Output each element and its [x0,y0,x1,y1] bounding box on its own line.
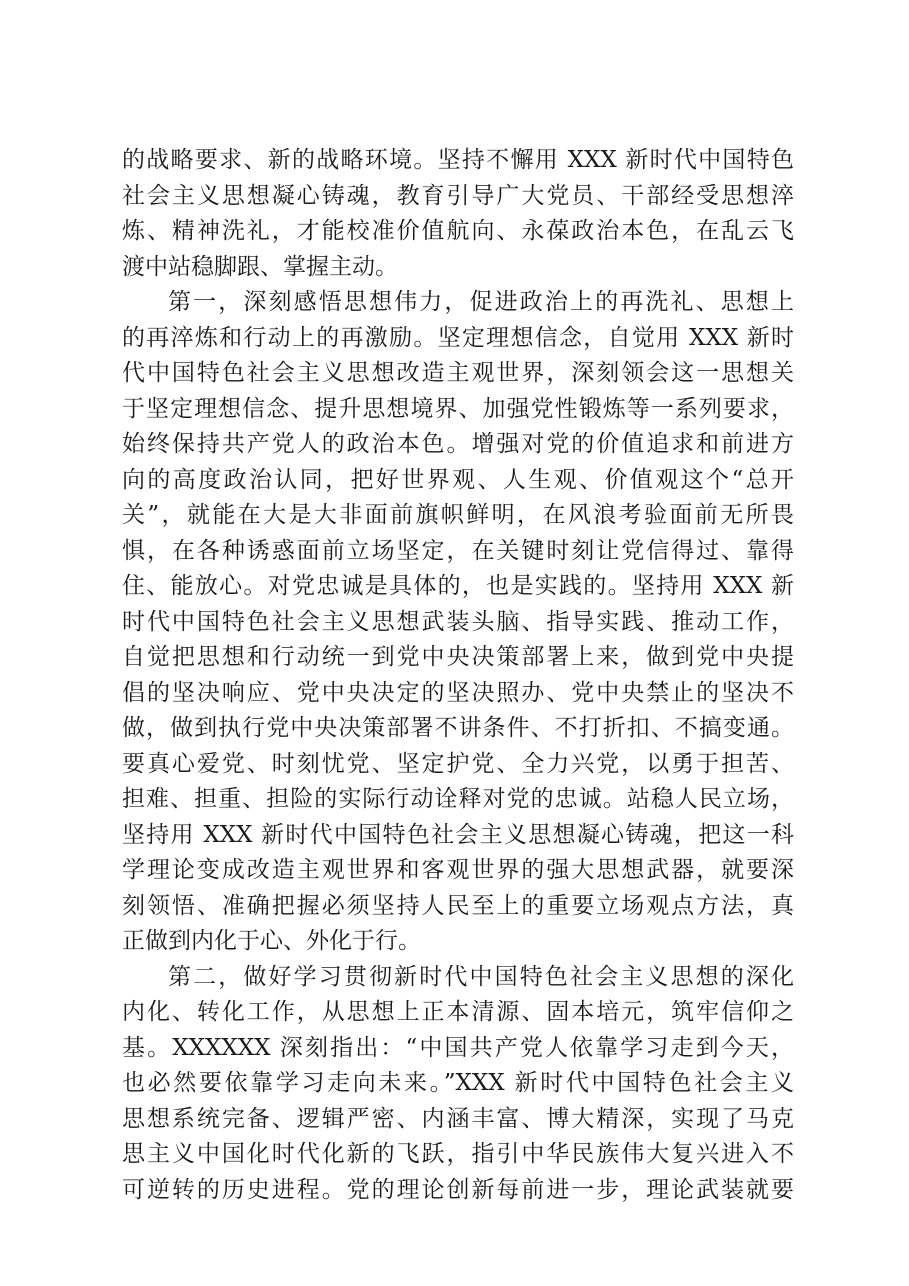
text-line: 社会主义思想凝心铸魂，教育引导广大党员、干部经受思想淬 [122,182,794,209]
text-line: 关”，就能在大是大非面前旗帜鲜明，在风浪考验面前无所畏 [122,502,794,528]
text-line: 基。XXXXXX 深刻指出：“中国共产党人依靠学习走到今天， [122,1034,794,1061]
text-line: 坚持用 XXX 新时代中国特色社会主义思想凝心铸魂，把这一科 [122,821,794,848]
text-line: 要真心爱党、时刻忧党、坚定护党、全力兴党，以勇于担苦、 [122,750,794,777]
paragraph-first-line: 第一，深刻感悟思想伟力，促进政治上的再洗礼、思想上 [168,289,794,315]
text-line: 代中国特色社会主义思想改造主观世界，深刻领会这一思想关 [122,360,794,386]
text-line: 刻领悟、准确把握必须坚持人民至上的重要立场观点方法，真 [122,892,794,919]
text-line: 住、能放心。对党忠诚是具体的，也是实践的。坚持用 XXX 新 [122,573,794,599]
text-line: 正做到内化于心、外化于行。 [122,928,421,954]
paragraph-first-line: 第二，做好学习贯彻新时代中国特色社会主义思想的深化 [168,963,794,990]
text-line: 学理论变成改造主观世界和客观世界的强大思想武器，就要深 [122,857,794,883]
text-line: 担难、担重、担险的实际行动诠释对党的忠诚。站稳人民立场， [122,786,794,812]
text-line: 时代中国特色社会主义思想武装头脑、指导实践、推动工作， [122,608,794,635]
text-line: 向的高度政治认同，把好世界观、人生观、价值观这个“总开 [122,466,794,493]
text-line: 炼、精神洗礼，才能校准价值航向、永葆政治本色，在乱云飞 [122,218,794,244]
text-line: 的战略要求、新的战略环境。坚持不懈用 XXX 新时代中国特色 [122,147,794,173]
text-line: 思想系统完备、逻辑严密、内涵丰富、博大精深，实现了马克 [122,1105,794,1132]
body-text [122,143,794,1208]
text-line: 的再淬炼和行动上的再激励。坚定理想信念，自觉用 XXX 新时 [122,324,794,351]
text-line: 倡的坚决响应、党中央决定的坚决照办、党中央禁止的坚决不 [122,679,794,706]
text-line: 始终保持共产党人的政治本色。增强对党的价值追求和前进方 [122,431,794,457]
text-line: 内化、转化工作，从思想上正本清源、固本培元，筑牢信仰之 [122,999,794,1025]
text-line: 做，做到执行党中央决策部署不讲条件、不打折扣、不搞变通。 [122,715,794,741]
text-line: 思主义中国化时代化新的飞跃，指引中华民族伟大复兴进入不 [122,1141,794,1167]
text-line: 也必然要依靠学习走向未来。”XXX 新时代中国特色社会主义 [122,1070,794,1096]
text-line: 渡中站稳脚跟、掌握主动。 [122,253,398,280]
text-line: 可逆转的历史进程。党的理论创新每前进一步，理论武装就要 [122,1176,794,1203]
text-line: 惧，在各种诱惑面前立场坚定，在关键时刻让党信得过、靠得 [122,537,794,564]
text-line: 自觉把思想和行动统一到党中央决策部署上来，做到党中央提 [122,644,794,670]
text-line: 于坚定理想信念、提升思想境界、加强党性锻炼等一系列要求， [122,395,794,422]
